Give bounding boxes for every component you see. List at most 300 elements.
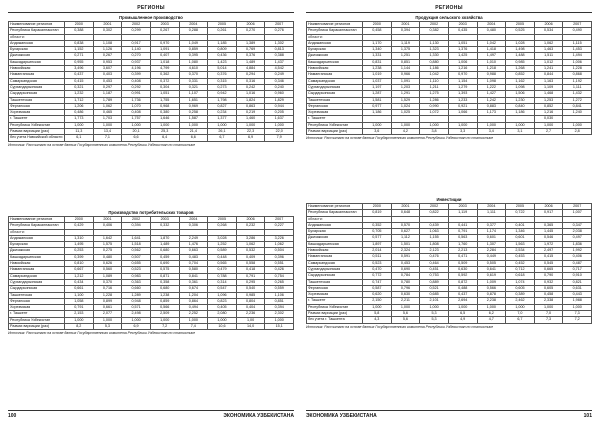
value-cell: 1,000 — [122, 122, 151, 128]
value-cell: 1,063 — [420, 229, 449, 235]
value-cell: 1,000 — [122, 317, 151, 323]
page-number: 100 — [8, 413, 17, 419]
value-cell: 0,394 — [391, 28, 420, 34]
value-cell: 1,489 — [150, 242, 179, 248]
value-cell: 0,663 — [179, 248, 208, 254]
value-cell: 1,829 — [265, 97, 294, 103]
value-cell: 6,6 — [179, 135, 208, 141]
value-cell: 1,460 — [236, 116, 265, 122]
value-cell: 4,7 — [477, 317, 506, 323]
value-cell: 1,000 — [236, 122, 265, 128]
value-cell: 0,988 — [477, 72, 506, 78]
running-head: РЕГИОНЫ — [435, 5, 463, 11]
value-cell: 0,377 — [477, 222, 506, 228]
value-cell: 0,821 — [563, 279, 592, 285]
value-cell: 0,917 — [122, 40, 151, 46]
value-cell: 0,627 — [391, 229, 420, 235]
value-cell: 7,2 — [563, 317, 592, 323]
value-cell: 0,471 — [448, 254, 477, 260]
value-cell: 2,101 — [420, 298, 449, 304]
value-cell: 0,883 — [477, 103, 506, 109]
value-cell: 0,261 — [208, 28, 237, 34]
year-column-header: 2007 — [563, 22, 592, 28]
value-cell: 2,338 — [534, 298, 563, 304]
value-cell: 0,917 — [534, 210, 563, 216]
value-cell: 3,3 — [448, 129, 477, 135]
value-cell: 1,291 — [391, 91, 420, 97]
value-cell: 0,899 — [93, 298, 122, 304]
value-cell: 22,3 — [236, 129, 265, 135]
value-cell: 1,506 — [506, 91, 535, 97]
value-cell: 1,310 — [65, 235, 94, 241]
value-cell: 4,884 — [236, 66, 265, 72]
value-cell: 0,372 — [150, 78, 179, 84]
value-cell: 0,227 — [265, 223, 294, 229]
region-name-cell: Ташкентская — [9, 97, 65, 103]
year-column-header: 2005 — [506, 22, 535, 28]
value-cell: 0,408 — [122, 110, 151, 116]
value-cell: 0,253 — [65, 248, 94, 254]
value-cell: 0,969 — [179, 103, 208, 109]
value-cell: 0,868 — [563, 72, 592, 78]
region-name-cell: Самаркандская — [307, 260, 363, 266]
value-cell: 1,028 — [506, 40, 535, 46]
value-cell: 1,646 — [150, 116, 179, 122]
value-cell: 1,000 — [93, 317, 122, 323]
value-cell: 1,018 — [150, 59, 179, 65]
year-column-header: 2001 — [93, 217, 122, 223]
value-cell: 1,170 — [363, 40, 392, 46]
region-name-cell: Размах вариации (раз) — [307, 311, 363, 317]
value-cell: 0,240 — [265, 84, 294, 90]
value-cell: 0,540 — [236, 286, 265, 292]
region-name-cell: г. Ташкент — [9, 116, 65, 122]
value-cell: 1,581 — [363, 97, 392, 103]
value-cell: 0,910 — [563, 273, 592, 279]
region-name-cell: Сырдарьинская — [9, 91, 65, 97]
value-cell: 1,529 — [391, 97, 420, 103]
value-cell: 1,192 — [563, 78, 592, 84]
value-cell: 0,685 — [420, 292, 449, 298]
region-name-cell: без учета Навоийской области — [9, 135, 65, 141]
value-cell: 0,944 — [265, 103, 294, 109]
value-cell: 0,717 — [563, 266, 592, 272]
value-cell: 7,2 — [150, 324, 179, 330]
value-cell: 0,449 — [477, 254, 506, 260]
value-cell: 1,501 — [391, 241, 420, 247]
value-cell: 1,760 — [448, 241, 477, 247]
value-cell: 3,286 — [236, 235, 265, 241]
value-cell: 1,080 — [179, 59, 208, 65]
value-cell: 5,3 — [420, 317, 449, 323]
value-cell: 0,532 — [236, 248, 265, 254]
value-cell: 3,028 — [208, 235, 237, 241]
value-cell: 1,100 — [65, 292, 94, 298]
value-cell: 1,252 — [208, 242, 237, 248]
value-cell: 8,2 — [65, 324, 94, 330]
value-cell: 0,370 — [179, 72, 208, 78]
region-name-cell: Джизакская — [307, 235, 363, 241]
value-cell: 1,108 — [93, 40, 122, 46]
value-cell: 22,0 — [265, 129, 294, 135]
value-cell: 0,439 — [420, 222, 449, 228]
value-cell: 0,704 — [179, 261, 208, 267]
value-cell: 0,315 — [208, 78, 237, 84]
value-cell: 4,2 — [391, 129, 420, 135]
value-cell: 0,365 — [534, 222, 563, 228]
value-cell: 0,276 — [265, 28, 294, 34]
value-cell: 0,321 — [65, 84, 94, 90]
value-cell: 0,804 — [236, 298, 265, 304]
table-agricultural-output — [306, 14, 592, 141]
value-cell: 1,000 — [420, 122, 449, 128]
region-name-cell: Республика Каракалпакстан — [9, 223, 65, 229]
value-cell: 1,204 — [179, 292, 208, 298]
value-cell: 20,1 — [122, 129, 151, 135]
value-cell: 1,425 — [448, 53, 477, 59]
value-cell: 1,268 — [506, 66, 535, 72]
table-title: Продукция сельского хозяйства — [415, 15, 483, 20]
region-name-cell: Навоийская — [9, 261, 65, 267]
value-cell: 0,571 — [122, 305, 151, 311]
value-cell: 1,186 — [363, 110, 392, 116]
header-rule — [306, 12, 592, 13]
value-cell: 1,197 — [363, 84, 392, 90]
value-cell: 0,942 — [208, 91, 237, 97]
region-name-cell: Джизакская — [9, 53, 65, 59]
region-name-cell: Наманганская — [9, 72, 65, 78]
value-cell: 1,187 — [93, 91, 122, 97]
journal-name: ЭКОНОМИКА УЗБЕКИСТАНА — [223, 413, 294, 419]
value-cell: 0,242 — [236, 84, 265, 90]
value-cell: 2,284 — [477, 248, 506, 254]
value-cell: 0,712 — [506, 266, 535, 272]
region-name-cell: Республика Каракалпакстан — [307, 210, 363, 216]
value-cell: 0,418 — [236, 267, 265, 273]
value-cell: 1,232 — [65, 91, 94, 97]
value-cell: 1,389 — [236, 40, 265, 46]
region-name-cell: Хорезмская — [9, 305, 65, 311]
value-cell: 0,851 — [265, 298, 294, 304]
value-cell: 1,736 — [122, 97, 151, 103]
value-cell: 1,222 — [477, 84, 506, 90]
value-cell: 3,607 — [93, 66, 122, 72]
year-column-header: 2005 — [208, 217, 237, 223]
value-cell: 0,346 — [265, 78, 294, 84]
value-cell: 1,498 — [506, 47, 535, 53]
value-cell: 1,972 — [534, 241, 563, 247]
value-cell: 0,601 — [477, 235, 506, 241]
value-cell: 1,000 — [265, 317, 294, 323]
value-cell: 0,352 — [363, 222, 392, 228]
value-cell: 1,808 — [420, 241, 449, 247]
year-column-header: 2006 — [236, 22, 265, 28]
value-cell: 1,212 — [65, 273, 94, 279]
value-cell: 1,798 — [208, 97, 237, 103]
region-name-cell: Сурхандарьинская — [9, 279, 65, 285]
value-cell: 0,494 — [179, 305, 208, 311]
value-cell: 0,487 — [563, 260, 592, 266]
value-cell: 2,236 — [236, 311, 265, 317]
value-cell: 0,991 — [122, 91, 151, 97]
value-cell: 0,270 — [122, 53, 151, 59]
value-cell: 0,937 — [122, 59, 151, 65]
value-cell: 1,275 — [420, 91, 449, 97]
value-cell: 0,275 — [93, 248, 122, 254]
value-cell: 6,7 — [208, 135, 237, 141]
value-cell: 1,453 — [563, 47, 592, 53]
value-cell: 1,712 — [65, 97, 94, 103]
value-cell: 1,000 — [477, 122, 506, 128]
value-cell: 1,062 — [265, 242, 294, 248]
value-cell: 1,216 — [534, 110, 563, 116]
value-cell: 0,219 — [236, 110, 265, 116]
value-cell: 1,000 — [208, 122, 237, 128]
value-cell: 0,297 — [93, 84, 122, 90]
table-source-note: Источник: Рассчитано на основе данных Государственного комитета Республики Узбекистан по статистике — [8, 331, 196, 336]
value-cell: 0,859 — [150, 298, 179, 304]
value-cell: 0,705 — [363, 229, 392, 235]
value-cell: 2,462 — [506, 298, 535, 304]
value-cell: 0,796 — [391, 285, 420, 291]
value-cell: 1,755 — [150, 97, 179, 103]
value-cell: 0,437 — [448, 292, 477, 298]
value-cell: 1,445 — [534, 229, 563, 235]
value-cell: 6,4 — [150, 135, 179, 141]
value-cell: 15,1 — [265, 324, 294, 330]
value-cell: 0,784 — [391, 273, 420, 279]
value-cell: 0,331 — [179, 78, 208, 84]
year-column-header: 2000 — [363, 22, 392, 28]
region-name-cell: Республика Узбекистан — [307, 122, 363, 128]
value-cell: 0,547 — [208, 286, 237, 292]
region-name-cell: Самаркандская — [9, 78, 65, 84]
table-row — [9, 324, 294, 330]
value-cell: 1,049 — [179, 40, 208, 46]
value-cell: 0,525 — [506, 28, 535, 34]
value-cell: 1,037 — [363, 78, 392, 84]
value-cell: 1,107 — [179, 91, 208, 97]
region-name-cell: Наманганская — [307, 254, 363, 260]
data-table — [8, 216, 294, 330]
value-cell: 1,463 — [534, 47, 563, 53]
value-cell: 14,0 — [236, 324, 265, 330]
value-cell: 0,388 — [65, 28, 94, 34]
value-cell: 1,992 — [563, 248, 592, 254]
year-column-header: 2002 — [122, 22, 151, 28]
value-cell: 1,000 — [563, 122, 592, 128]
value-cell: 0,780 — [391, 279, 420, 285]
value-cell: 0,399 — [65, 254, 94, 260]
value-cell: 0,480 — [93, 254, 122, 260]
value-cell: 0,601 — [506, 235, 535, 241]
value-cell: 0,205 — [265, 110, 294, 116]
value-cell: 1,203 — [391, 84, 420, 90]
header-rule — [8, 12, 294, 13]
year-column-header: 2003 — [150, 22, 179, 28]
value-cell: 0,953 — [93, 59, 122, 65]
value-cell: 1,111 — [563, 84, 592, 90]
page-number: 101 — [583, 413, 592, 419]
value-cell: 1,000 — [179, 122, 208, 128]
value-cell: 1,518 — [122, 242, 151, 248]
data-table — [306, 203, 592, 324]
value-cell: 3,226 — [265, 235, 294, 241]
value-cell: 0,480 — [477, 28, 506, 34]
value-cell: 7,0 — [534, 311, 563, 317]
table-consumer-goods — [8, 209, 294, 336]
value-cell: 2,080 — [208, 311, 237, 317]
value-cell: 0,403 — [93, 72, 122, 78]
value-cell: 0,267 — [150, 28, 179, 34]
region-name-cell: Джизакская — [9, 248, 65, 254]
value-cell: 1,163 — [534, 78, 563, 84]
value-cell: 1,897 — [363, 241, 392, 247]
region-name-cell: Ферганская — [307, 285, 363, 291]
value-cell: 0,376 — [236, 53, 265, 59]
value-cell: 1,251 — [391, 53, 420, 59]
value-cell: 2,694 — [448, 298, 477, 304]
value-cell: 1,307 — [477, 241, 506, 247]
value-cell: 1,051 — [448, 40, 477, 46]
region-name-cell: Хорезмская — [9, 110, 65, 116]
value-cell: 2,324 — [391, 248, 420, 254]
value-cell: 2,213 — [448, 248, 477, 254]
value-cell: 0,605 — [534, 285, 563, 291]
region-name-cell: Наманганская — [307, 72, 363, 78]
value-cell: 1,000 — [534, 122, 563, 128]
value-cell: 1,272 — [563, 97, 592, 103]
year-column-header: 2002 — [420, 22, 449, 28]
value-cell: 1,051 — [150, 91, 179, 97]
region-name-cell: Бухарская — [307, 47, 363, 53]
value-cell: 0,434 — [65, 279, 94, 285]
value-cell: 0,407 — [150, 53, 179, 59]
value-cell: 1,432 — [563, 91, 592, 97]
year-column-header: 2004 — [179, 22, 208, 28]
value-cell: 0,436 — [208, 53, 237, 59]
value-cell: 0,690 — [391, 266, 420, 272]
value-cell: 0,753 — [420, 273, 449, 279]
value-cell: 0,299 — [122, 28, 151, 34]
region-name-cell: г. Ташкент — [307, 116, 363, 122]
value-cell: 1,488 — [506, 53, 535, 59]
value-cell: 0,497 — [563, 235, 592, 241]
value-cell: 0,394 — [122, 223, 151, 229]
table-investments — [306, 196, 592, 330]
value-cell: 1,836 — [563, 241, 592, 247]
value-cell: 7,1 — [93, 135, 122, 141]
region-name-cell: Кашкадарьинская — [307, 241, 363, 247]
value-cell: 1,012 — [534, 59, 563, 65]
year-column-header: 2007 — [265, 22, 294, 28]
value-cell: 0,852 — [506, 72, 535, 78]
value-cell: 0,406 — [563, 254, 592, 260]
value-cell: 1,119 — [391, 40, 420, 46]
page-footer — [306, 410, 592, 419]
value-cell: 0,851 — [391, 59, 420, 65]
value-cell: 1,072 — [420, 110, 449, 116]
value-cell: 0,270 — [236, 28, 265, 34]
value-cell: 1,703 — [93, 116, 122, 122]
value-cell: 10,6 — [208, 324, 237, 330]
year-column-header: 2002 — [420, 204, 449, 210]
value-cell: 1,216 — [448, 66, 477, 72]
value-cell: 0,680 — [150, 248, 179, 254]
value-cell: 0,306 — [179, 223, 208, 229]
region-name-cell: Сурхандарьинская — [9, 84, 65, 90]
value-cell: 1,000 — [534, 304, 563, 310]
region-name-cell: Республика Узбекистан — [307, 304, 363, 310]
table-row — [307, 317, 592, 323]
value-cell: 7,9 — [265, 135, 294, 141]
table-source-note: Источник: Рассчитано на основе данных Государственного комитета Республики Узбекистан по статистике — [306, 324, 494, 329]
journal-name: ЭКОНОМИКА УЗБЕКИСТАНА — [306, 413, 377, 419]
value-cell: 0,648 — [391, 210, 420, 216]
value-cell: 1,286 — [420, 97, 449, 103]
value-cell: 4,799 — [150, 66, 179, 72]
value-cell: 0,859 — [179, 47, 208, 53]
left-page — [8, 0, 294, 428]
value-cell: 1,000 — [448, 304, 477, 310]
region-name-cell: Андижанская — [307, 222, 363, 228]
table-row — [9, 135, 294, 141]
value-cell: 1,016 — [236, 91, 265, 97]
value-cell: 4,196 — [122, 66, 151, 72]
value-cell: 1,238 — [363, 66, 392, 72]
value-cell: 0,451 — [420, 266, 449, 272]
value-cell: 0,626 — [93, 261, 122, 267]
region-name-cell: Навоийская — [9, 66, 65, 72]
value-cell: 1,000 — [363, 304, 392, 310]
region-name-cell: Кашкадарьинская — [9, 59, 65, 65]
region-name-cell: области: — [9, 34, 65, 40]
value-cell: 1,126 — [93, 47, 122, 53]
region-name-cell: Навоийская — [307, 66, 363, 72]
data-table — [8, 21, 294, 142]
value-cell: 1,211 — [420, 84, 449, 90]
value-cell: 1,437 — [265, 59, 294, 65]
value-cell: 0,667 — [65, 267, 94, 273]
value-cell: 0,453 — [93, 78, 122, 84]
value-cell: 1,000 — [448, 122, 477, 128]
region-name-cell: Кашкадарьинская — [9, 254, 65, 260]
value-cell: 0,921 — [448, 103, 477, 109]
value-cell: 0,966 — [391, 72, 420, 78]
value-cell: 0,459 — [150, 254, 179, 260]
table-title: Промышленное производство — [119, 15, 183, 20]
value-cell: 1,642 — [93, 235, 122, 241]
value-cell: 1,144 — [391, 66, 420, 72]
year-column-header: 2003 — [150, 217, 179, 223]
value-cell: 0,394 — [265, 305, 294, 311]
value-cell: 0,479 — [208, 267, 237, 273]
value-cell: 2,534 — [506, 248, 535, 254]
region-name-cell: Наманганская — [9, 267, 65, 273]
region-name-cell: г. Ташкент — [9, 311, 65, 317]
value-cell: 0,631 — [563, 285, 592, 291]
value-cell: 1,575 — [93, 242, 122, 248]
value-cell: 3,4 — [477, 129, 506, 135]
value-cell: 0,265 — [265, 279, 294, 285]
value-cell: 1,006 — [448, 59, 477, 65]
value-cell: 4,9 — [448, 317, 477, 323]
value-cell: 0,267 — [93, 53, 122, 59]
value-cell: 0,258 — [179, 110, 208, 116]
value-cell: 1,098 — [506, 84, 535, 90]
value-cell: 0,560 — [93, 267, 122, 273]
value-cell: 0,321 — [179, 84, 208, 90]
